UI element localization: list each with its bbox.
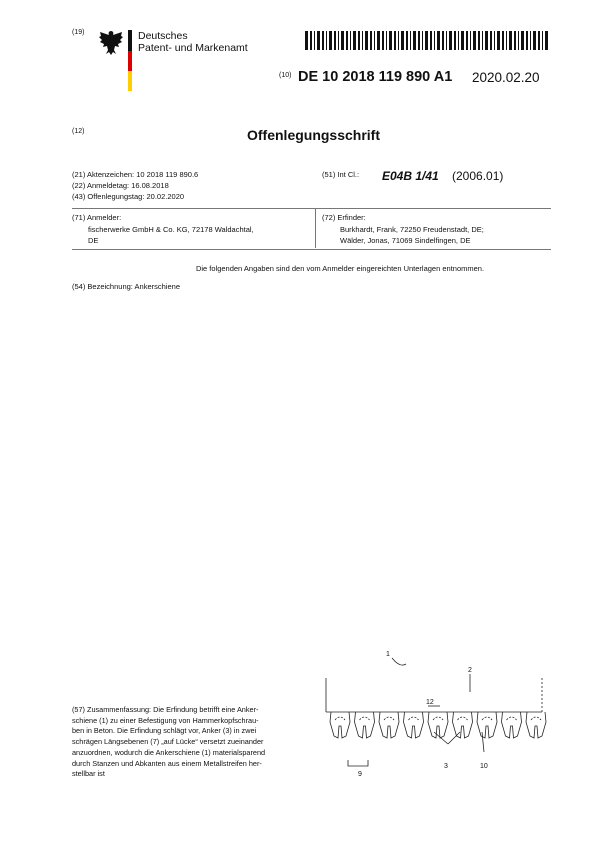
code-12: (12) (72, 128, 85, 135)
field-22-filing-date: (22) Anmeldetag: 16.08.2018 (72, 181, 169, 190)
field-43-publication-date: (43) Offenlegungstag: 20.02.2020 (72, 192, 185, 201)
notice-text: Die folgenden Angaben sind den vom Anmelder eingereichten Unterlagen entnommen. (195, 264, 485, 273)
abstract-line: schiene (1) zu einer Befestigung von Hammerkopfschrau- (72, 715, 259, 725)
reference-numeral-3: 3 (444, 763, 448, 770)
abstract (72, 705, 312, 780)
abstract-line: durch Stanzen und Abkanten aus einem Metallstreifen her- (72, 758, 262, 768)
field-51-label: (51) Int Cl.: (322, 170, 360, 179)
abstract-line: schrägen Längsebenen (7) „auf Lücke“ versetzt zueinander (72, 737, 264, 747)
reference-numeral-2: 2 (468, 667, 472, 674)
abstract-line: stellbar ist (72, 769, 105, 779)
abstract-line: (57) Zusammenfassung: Die Erfindung betrifft eine Anker- (72, 705, 259, 714)
field-71-label: (71) Anmelder: (72, 213, 122, 222)
field-54-title: (54) Bezeichnung: Ankerschiene (72, 282, 180, 291)
reference-numeral-9: 9 (358, 771, 362, 778)
publication-number: DE 10 2018 119 890 A1 (298, 69, 453, 85)
office-name-line1: Deutsches (138, 30, 188, 42)
reference-numeral-12: 12 (426, 699, 434, 706)
reference-numeral-1: 1 (386, 651, 390, 658)
code-10: (10) (279, 72, 292, 79)
abstract-line: ben in Beton. Die Erfindung schlägt vor, Anker (3) in zwei (72, 726, 257, 736)
flag-stripe-gold (128, 71, 132, 91)
anchor-rail-drawing (320, 640, 550, 780)
field-51-classification: E04B 1/41 (382, 169, 439, 183)
document-kind: Offenlegungsschrift (247, 127, 381, 143)
applicant-line1: fischerwerke GmbH & Co. KG, 72178 Waldachtal, (88, 225, 254, 234)
office-name-line2: Patent- und Markenamt (138, 42, 248, 54)
eagle-emblem (98, 28, 124, 56)
rule-vertical (315, 208, 316, 248)
rule-top (72, 208, 551, 209)
abstract-line: anzuordnen, wodurch die Ankerschiene (1) materialsparend (72, 747, 266, 757)
rule-bottom (72, 249, 551, 250)
publication-date: 2020.02.20 (472, 70, 540, 85)
field-21-application-number: (21) Aktenzeichen: 10 2018 119 890.6 (72, 170, 199, 179)
flag-stripe-red (128, 51, 132, 71)
field-51-version: (2006.01) (452, 169, 504, 183)
barcode (305, 31, 552, 50)
code-19: (19) (72, 29, 85, 36)
field-72-label: (72) Erfinder: (322, 213, 366, 222)
inventor-line1: Burkhardt, Frank, 72250 Freudenstadt, DE; (340, 225, 484, 234)
reference-numeral-10: 10 (480, 763, 488, 770)
flag-stripe-black (128, 30, 132, 51)
applicant-line2: DE (88, 236, 99, 245)
inventor-line2: Wälder, Jonas, 71069 Sindelfingen, DE (340, 236, 471, 245)
